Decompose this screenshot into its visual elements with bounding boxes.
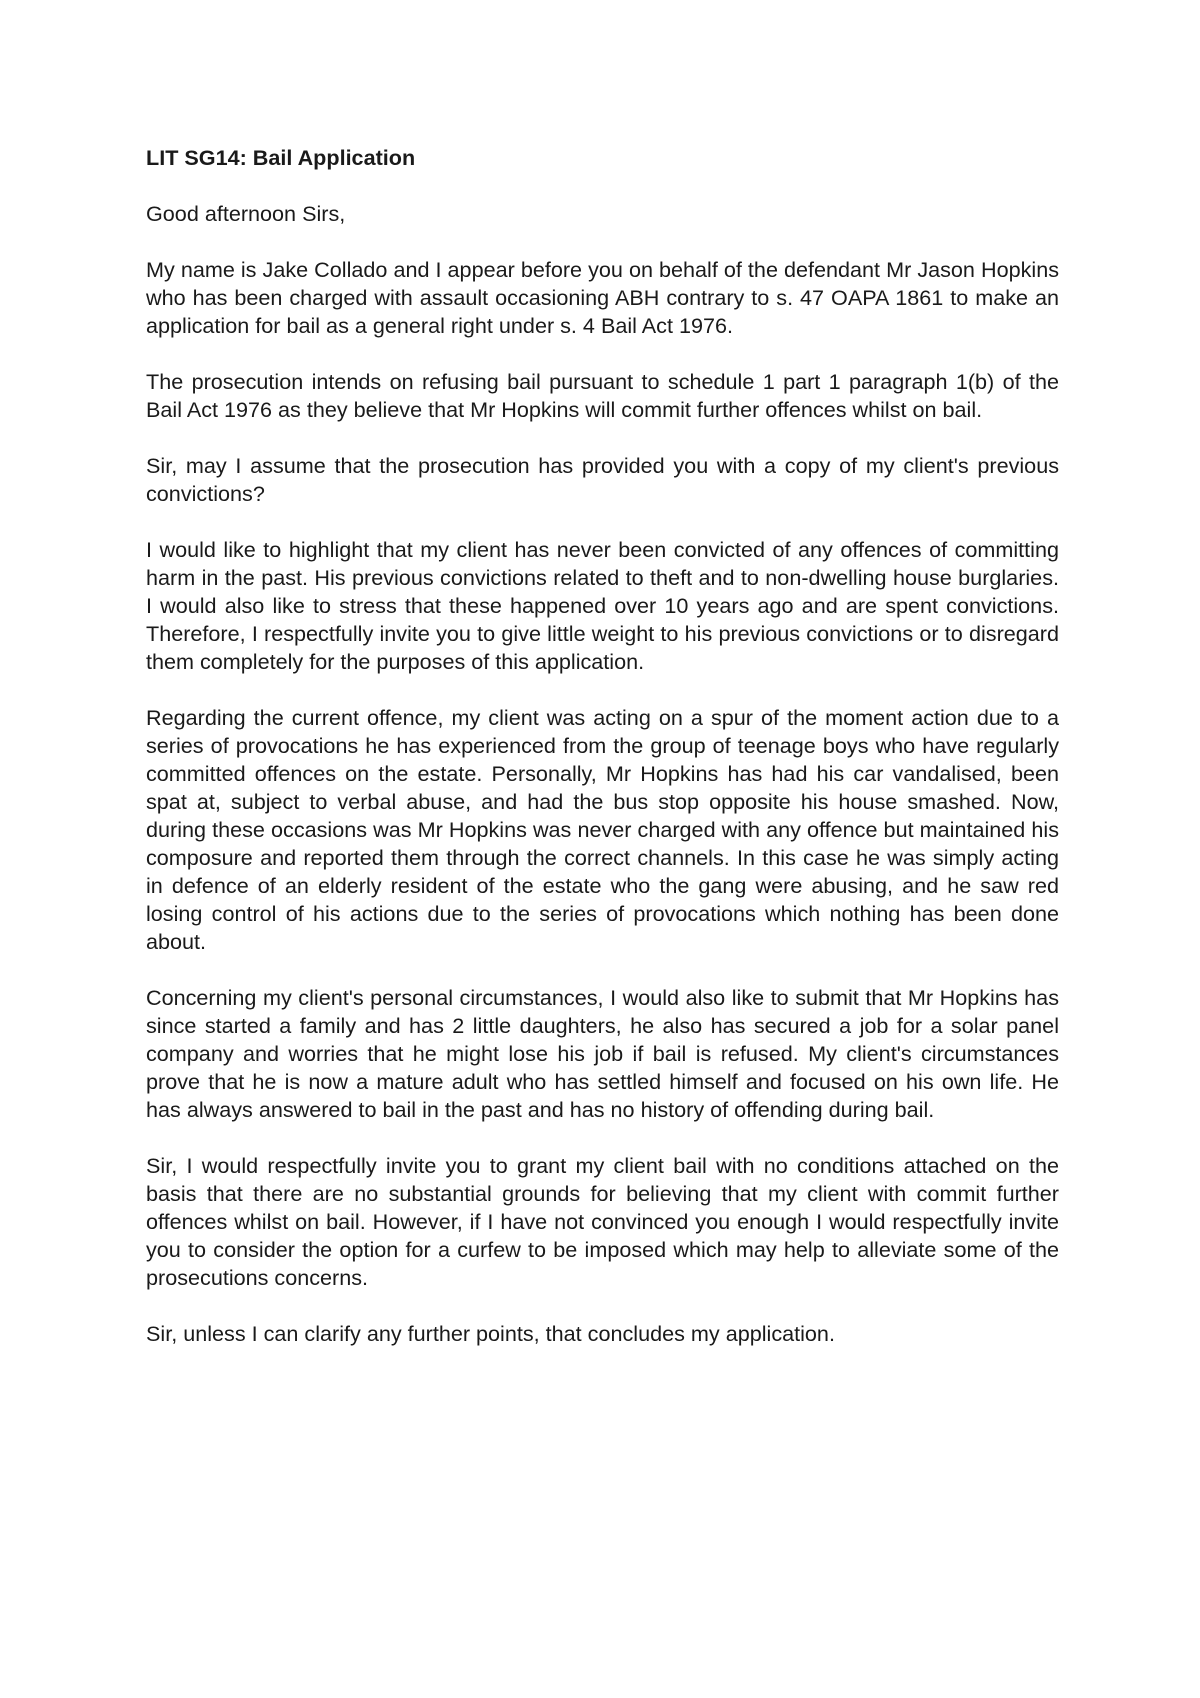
paragraph-current-offence: Regarding the current offence, my client was acting on a spur of the moment action due to a series of provocations he has experienced from the group of teenage boys who have regularly committed offences on the estate. Personally, Mr Hopkins has had his car vandalised, been spat at, subject to verbal abuse, and had the bus stop opposite his house smashed. Now, during these occasions was Mr Hopkins was never charged with any offence but maintained his composure and reported them through the correct channels. In this case he was simply acting in defence of an elderly resident of the estate who the gang were abusing, and he saw red losing control of his actions due to the series of provocations which nothing has been done about. bbox=[146, 705, 1059, 954]
paragraph-bail-request: Sir, I would respectfully invite you to grant my client bail with no conditions attached on the basis that there are no substantial grounds for believing that my client with commit further offences whilst on bail. However, if I have not convinced you enough I would respectfully invite you to consider the option for a curfew to be imposed which may help to alleviate some of the prosecutions concerns. bbox=[146, 1153, 1059, 1290]
document-page bbox=[146, 144, 1059, 1348]
paragraph-personal-circumstances: Concerning my client's personal circumstances, I would also like to submit that Mr Hopkins has since started a family and has 2 little daughters, he also has secured a job for a solar panel company and worries that he might lose his job if bail is refused. My client's circumstances prove that he is now a mature adult who has settled himself and focused on his own life. He has always answered to bail in the past and has no history of offending during bail. bbox=[146, 985, 1059, 1122]
document-title: LIT SG14: Bail Application bbox=[146, 145, 416, 170]
greeting: Good afternoon Sirs, bbox=[146, 201, 346, 226]
paragraph-previous-convictions: I would like to highlight that my client has never been convicted of any offences of committing harm in the past. His previous convictions related to theft and to non-dwelling house burglaries. I would also like to stress that these happened over 10 years ago and are spent convictions. Therefore, I respectfully invite you to give little weight to his previous convictions or to disregard them completely for the purposes of this application. bbox=[146, 537, 1059, 674]
paragraph-prosecution-grounds: The prosecution intends on refusing bail pursuant to schedule 1 part 1 paragraph 1(b) of the Bail Act 1976 as they believe that Mr Hopkins will commit further offences whilst on bail. bbox=[146, 369, 1059, 422]
paragraph-conclusion: Sir, unless I can clarify any further points, that concludes my application. bbox=[146, 1321, 835, 1346]
paragraph-introduction: My name is Jake Collado and I appear before you on behalf of the defendant Mr Jason Hopkins who has been charged with assault occasioning ABH contrary to s. 47 OAPA 1861 to make an application for bail as a general right under s. 4 Bail Act 1976. bbox=[146, 257, 1059, 338]
paragraph-previous-convictions-question: Sir, may I assume that the prosecution has provided you with a copy of my client's previous convictions? bbox=[146, 453, 1059, 506]
